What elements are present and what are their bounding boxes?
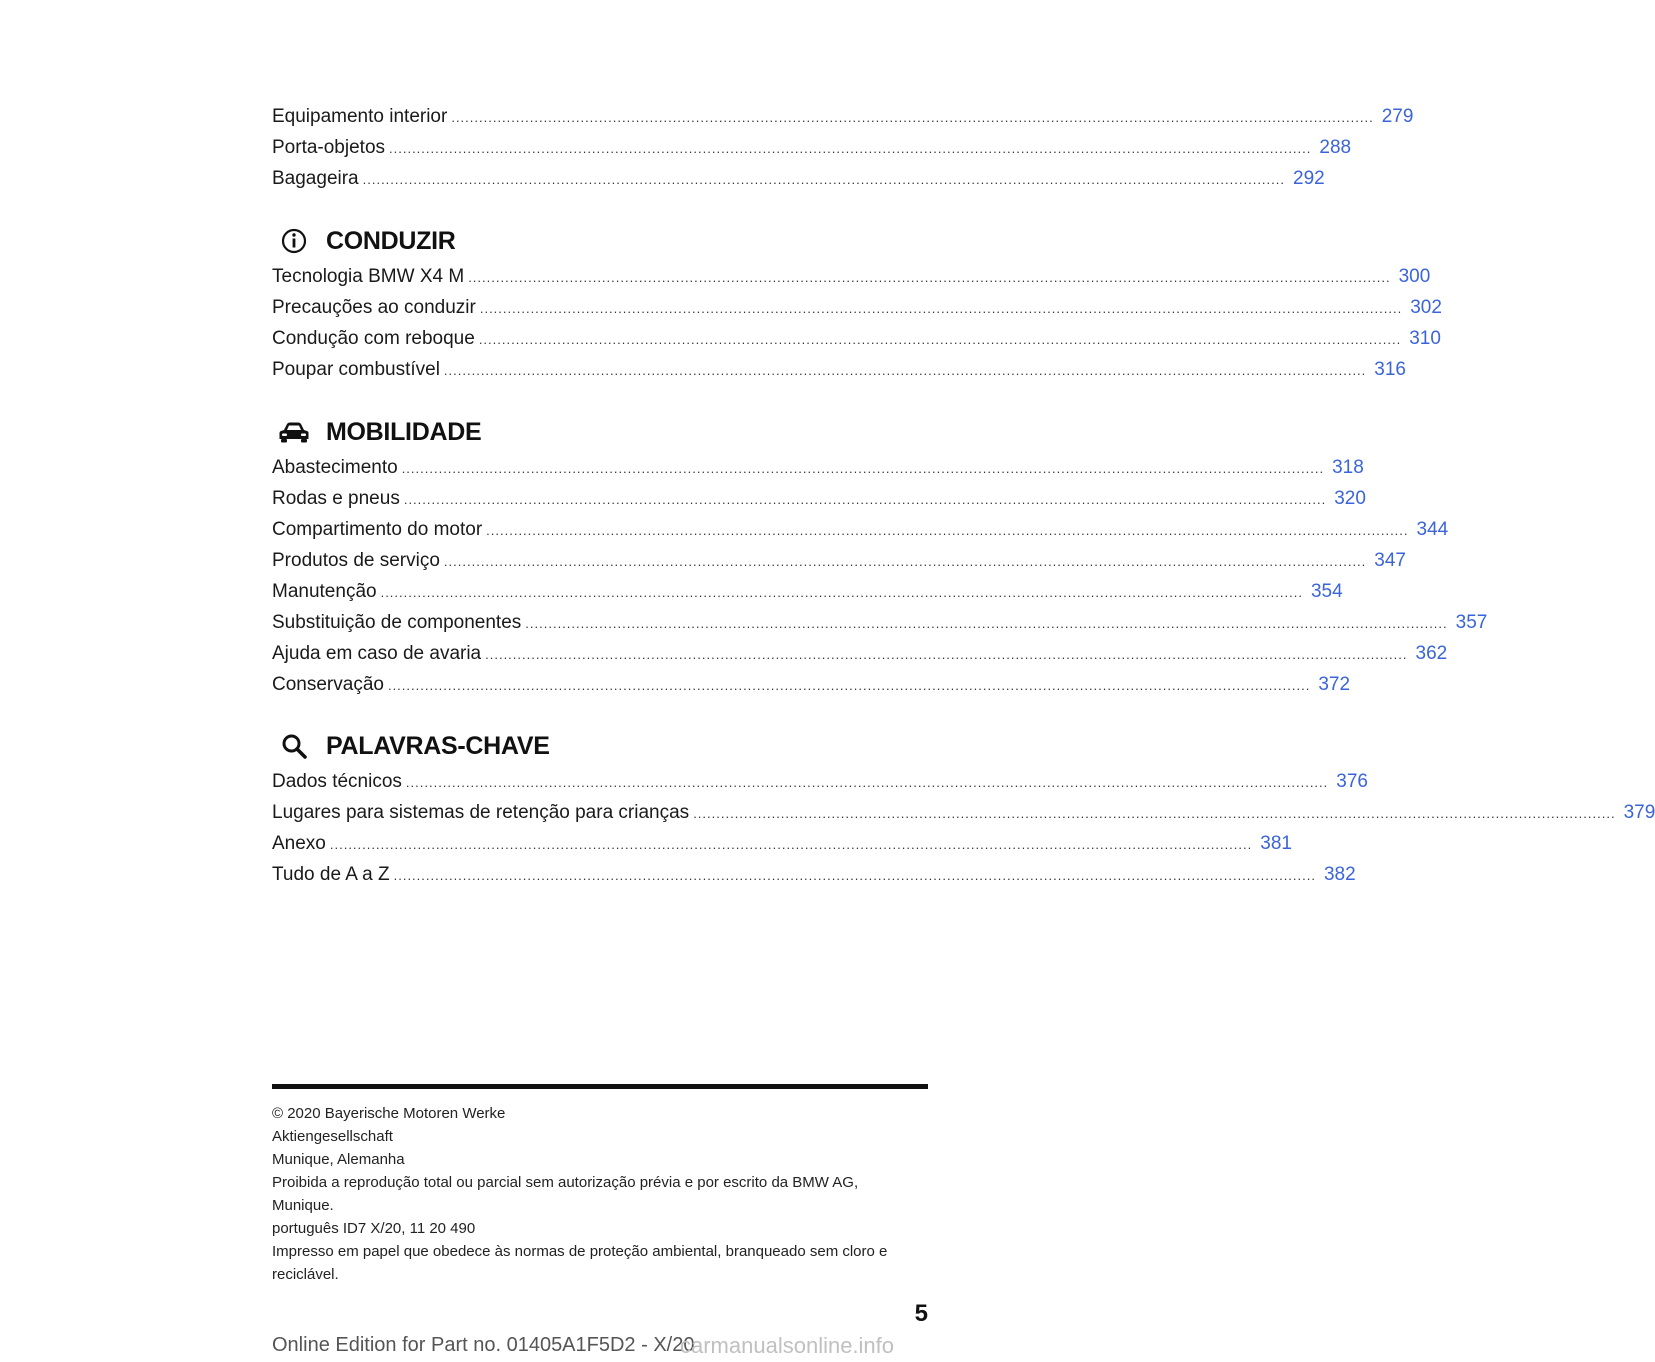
imprint-line: Munique. [272,1197,334,1214]
toc-entry-title: Abastecimento [272,457,398,478]
dot-leader: ........................................................................................................................................................................................................ [329,837,1253,852]
dot-leader: ........................................................................................................................................................................................................ [479,301,1403,316]
toc-entry-page[interactable]: 357 [1455,612,1488,633]
dot-leader: ........................................................................................................................................................................................................ [443,554,1367,569]
toc-entry-page[interactable]: 320 [1334,488,1366,509]
toc-entry-title: Poupar combustível [272,359,440,380]
toc-entry[interactable] [272,641,1448,667]
toc-entry-title: Substituição de componentes [272,612,522,633]
section-heading [272,415,928,449]
toc-entry[interactable] [272,579,1343,605]
dot-leader: ........................................................................................................................................................................................................ [405,775,1329,790]
toc-entry-page[interactable]: 279 [1381,106,1414,127]
dot-leader: ........................................................................................................................................................................................................ [401,461,1325,476]
imprint-text [272,1102,928,1286]
info-icon [274,226,314,256]
section-heading [272,729,928,763]
imprint-line: Aktiengesellschaft [272,1128,393,1145]
toc-entry-title: Lugares para sistemas de retenção para crianças [272,802,690,823]
toc-entry[interactable] [272,455,1364,481]
toc-entry[interactable] [272,610,1488,636]
toc-entry-title: Manutenção [272,581,377,602]
toc-entry-page[interactable]: 318 [1332,457,1364,478]
toc-entry-title: Produtos de serviço [272,550,440,571]
toc-entry[interactable] [272,326,1441,352]
toc-entry[interactable] [272,769,1368,795]
toc-entry-title: Tecnologia BMW X4 M [272,266,465,287]
edition-label: Online Edition for Part no. 01405A1F5D2 - X/20 [272,1334,695,1356]
page-number: 5 [914,1300,928,1327]
toc-entry-page[interactable]: 362 [1415,643,1448,664]
dot-leader: ........................................................................................................................................................................................................ [362,172,1285,187]
imprint-line: português ID7 X/20, 11 20 490 [272,1220,476,1237]
toc-entry-title: Ajuda em caso de avaria [272,643,482,664]
toc-entry-page[interactable]: 316 [1374,359,1406,380]
toc-entry-page[interactable]: 302 [1410,297,1442,318]
imprint-line: Proibida a reprodução total ou parcial sem autorização prévia e por escrito da BMW AG, [272,1174,859,1191]
toc-entry-page[interactable]: 347 [1374,550,1406,571]
dot-leader: ........................................................................................................................................................................................................ [380,585,1303,600]
section-title: CONDUZIR [326,226,456,255]
toc-entry[interactable] [272,357,1406,383]
section-heading [272,224,928,258]
dot-leader: ........................................................................................................................................................................................................ [393,868,1316,883]
toc-entry[interactable] [272,548,1406,574]
section-title: MOBILIDADE [326,417,482,446]
toc-entry-page[interactable]: 382 [1323,864,1356,885]
toc-entry-title: Bagageira [272,168,359,189]
footer-divider [272,1084,928,1089]
dot-leader: ........................................................................................................................................................................................................ [387,678,1311,693]
section-title: PALAVRAS-CHAVE [326,731,550,760]
toc-entry-page[interactable]: 381 [1260,833,1292,854]
dot-leader: ........................................................................................................................................................................................................ [693,806,1616,821]
search-icon [274,731,314,761]
toc-entry-title: Porta-objetos [272,137,386,158]
dot-leader: ........................................................................................................................................................................................................ [443,363,1367,378]
toc-entry-page[interactable]: 288 [1319,137,1352,158]
toc-entry-page[interactable]: 300 [1398,266,1431,287]
toc-entry-page[interactable]: 376 [1336,771,1368,792]
imprint-line: Impresso em papel que obedece às normas de proteção ambiental, branqueado sem cloro e [272,1243,888,1260]
toc-entry[interactable] [272,800,1655,826]
toc-entry-title: Conservação [272,674,384,695]
toc-entry-title: Condução com reboque [272,328,475,349]
toc-entry-page[interactable]: 344 [1416,519,1449,540]
toc-entry[interactable] [272,135,1352,161]
toc-entry-title: Compartimento do motor [272,519,483,540]
toc-entry[interactable] [272,264,1431,290]
watermark: carmanualsonline.info [680,1333,895,1358]
toc-entry-title: Anexo [272,833,326,854]
dot-leader: ........................................................................................................................................................................................................ [486,523,1409,538]
toc-entry-page[interactable]: 292 [1293,168,1325,189]
toc-entry[interactable] [272,862,1356,888]
dot-leader: ........................................................................................................................................................................................................ [468,270,1391,285]
dot-leader: ........................................................................................................................................................................................................ [525,616,1448,631]
dot-leader: ........................................................................................................................................................................................................ [403,492,1327,507]
toc-entry-title: Dados técnicos [272,771,402,792]
toc-entry[interactable] [272,486,1366,512]
imprint-line: Munique, Alemanha [272,1151,405,1168]
dot-leader: ........................................................................................................................................................................................................ [389,141,1312,156]
dot-leader: ........................................................................................................................................................................................................ [485,647,1408,662]
toc-entry-page[interactable]: 354 [1310,581,1343,602]
imprint-line: reciclável. [272,1266,339,1283]
toc-entry[interactable] [272,104,1414,130]
toc-entry-title: Rodas e pneus [272,488,400,509]
toc-entry-page[interactable]: 310 [1409,328,1441,349]
dot-leader: ........................................................................................................................................................................................................ [478,332,1402,347]
toc-entry-page[interactable]: 372 [1318,674,1351,695]
toc-entry[interactable] [272,831,1292,857]
toc-entry-title: Precauções ao conduzir [272,297,476,318]
dot-leader: ........................................................................................................................................................................................................ [451,110,1374,125]
car-icon [274,417,314,447]
toc-entry[interactable] [272,672,1351,698]
toc-entry[interactable] [272,517,1449,543]
toc-entry[interactable] [272,295,1442,321]
toc-entry[interactable] [272,166,1325,192]
toc-entry-title: Equipamento interior [272,106,448,127]
imprint-line: © 2020 Bayerische Motoren Werke [272,1105,506,1122]
toc-entry-title: Tudo de A a Z [272,864,390,885]
toc-entry-page[interactable]: 379 [1623,802,1655,823]
